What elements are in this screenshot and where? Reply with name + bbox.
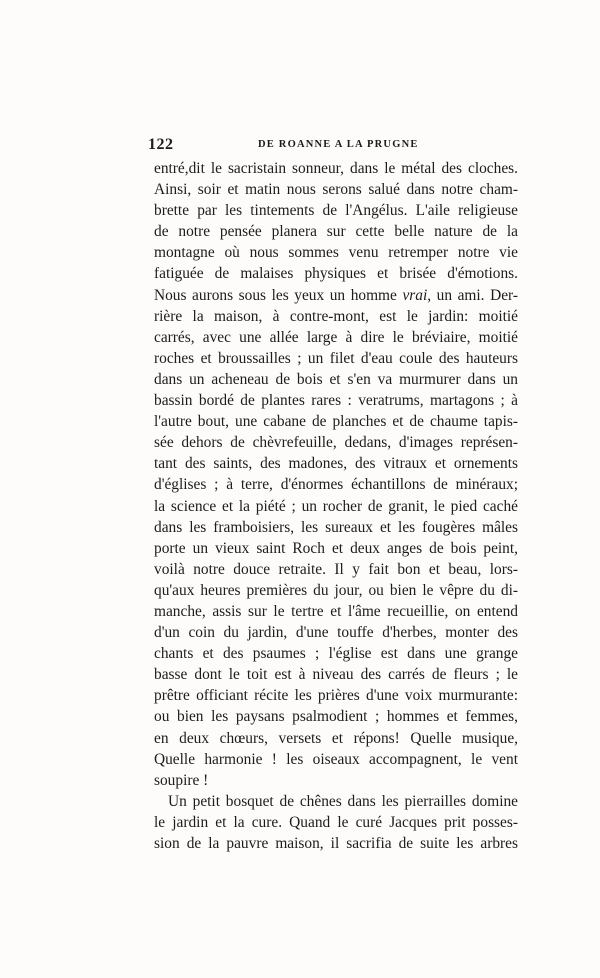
text-segment: Nous aurons sous les yeux un homme <box>154 286 403 304</box>
paragraph-first-line: Un petit bosquet de chênes dans les pierrailles domine <box>168 792 518 810</box>
text-line: d'un coin du jardin, d'une touffe d'herbes, monter des <box>154 624 518 642</box>
text-line: le jardin et la cure. Quand le curé Jacques prit posses- <box>154 813 518 831</box>
paragraph-last-line: soupire ! <box>154 771 209 789</box>
page-number: 122 <box>148 136 174 153</box>
text-line: bassin bordé de plantes rares : veratrums, martagons ; à <box>154 392 518 410</box>
body-text <box>148 158 518 854</box>
text-line: carrés, avec une allée large à dire le bréviaire, moitié <box>154 328 518 346</box>
running-head <box>148 136 518 156</box>
text-line: roches et broussailles ; un filet d'eau coule des hauteurs <box>154 349 518 367</box>
text-line: fatiguée de malaises physiques et brisée d'émotions. <box>154 265 518 283</box>
text-line: rière la maison, à contre-mont, est le jardin: moitié <box>154 307 518 325</box>
text-line: brette par les tintements de l'Angélus. L'aile religieuse <box>154 202 518 220</box>
text-line: dans les framboisiers, les sureaux et les fougères mâles <box>154 518 518 536</box>
text-line: qu'aux heures premières du jour, ou bien le vêpre du di- <box>154 581 518 599</box>
text-line-with-italic <box>148 285 518 306</box>
text-line: dans un acheneau de bois et s'en va murmurer dans un <box>154 370 518 388</box>
text-line: montagne où nous sommes venu retremper notre vie <box>154 244 518 262</box>
text-line: tant des saints, des madones, des vitraux et ornements <box>154 455 518 473</box>
text-line: en deux chœurs, versets et répons! Quelle musique, <box>154 729 518 747</box>
text-line: Quelle harmonie ! les oiseaux accompagnent, le vent <box>154 750 518 768</box>
text-line: la science et la piété ; un rocher de granit, le pied caché <box>154 497 518 515</box>
text-segment: , un ami. Der- <box>427 286 518 304</box>
text-line: sion de la pauvre maison, il sacrifia de suite les arbres <box>154 835 518 852</box>
text-line: d'églises ; à terre, d'énormes échantillons de minéraux; <box>154 476 518 494</box>
italic-word: vrai <box>402 286 428 304</box>
text-line: entré,dit le sacristain sonneur, dans le métal des cloches. <box>154 160 518 177</box>
text-line: de notre pensée planera sur cette belle nature de la <box>154 223 518 241</box>
text-line: sée dehors de chèvrefeuille, dedans, d'images représen- <box>154 434 518 452</box>
text-line: porte un vieux saint Roch et deux anges de bois peint, <box>154 539 518 557</box>
running-title: DE ROANNE A LA PRUGNE <box>258 139 419 150</box>
text-line: basse dont le toit est à niveau des carrés de fleurs ; le <box>154 666 518 684</box>
text-line: voilà notre douce retraite. Il y fait bon et beau, lors- <box>154 560 518 578</box>
text-line: Ainsi, soir et matin nous serons salué dans notre cham- <box>154 181 518 199</box>
text-line: manche, assis sur le tertre et l'âme recueillie, on entend <box>154 602 518 620</box>
text-line: chants et des psaumes ; l'église est dans une grange <box>154 645 518 663</box>
text-line: prêtre officiant récite les prières d'une voix murmurante: <box>154 687 518 705</box>
text-line: l'autre bout, une cabane de planches et de chaume tapis- <box>154 413 518 431</box>
text-line: ou bien les paysans psalmodient ; hommes et femmes, <box>154 708 518 726</box>
